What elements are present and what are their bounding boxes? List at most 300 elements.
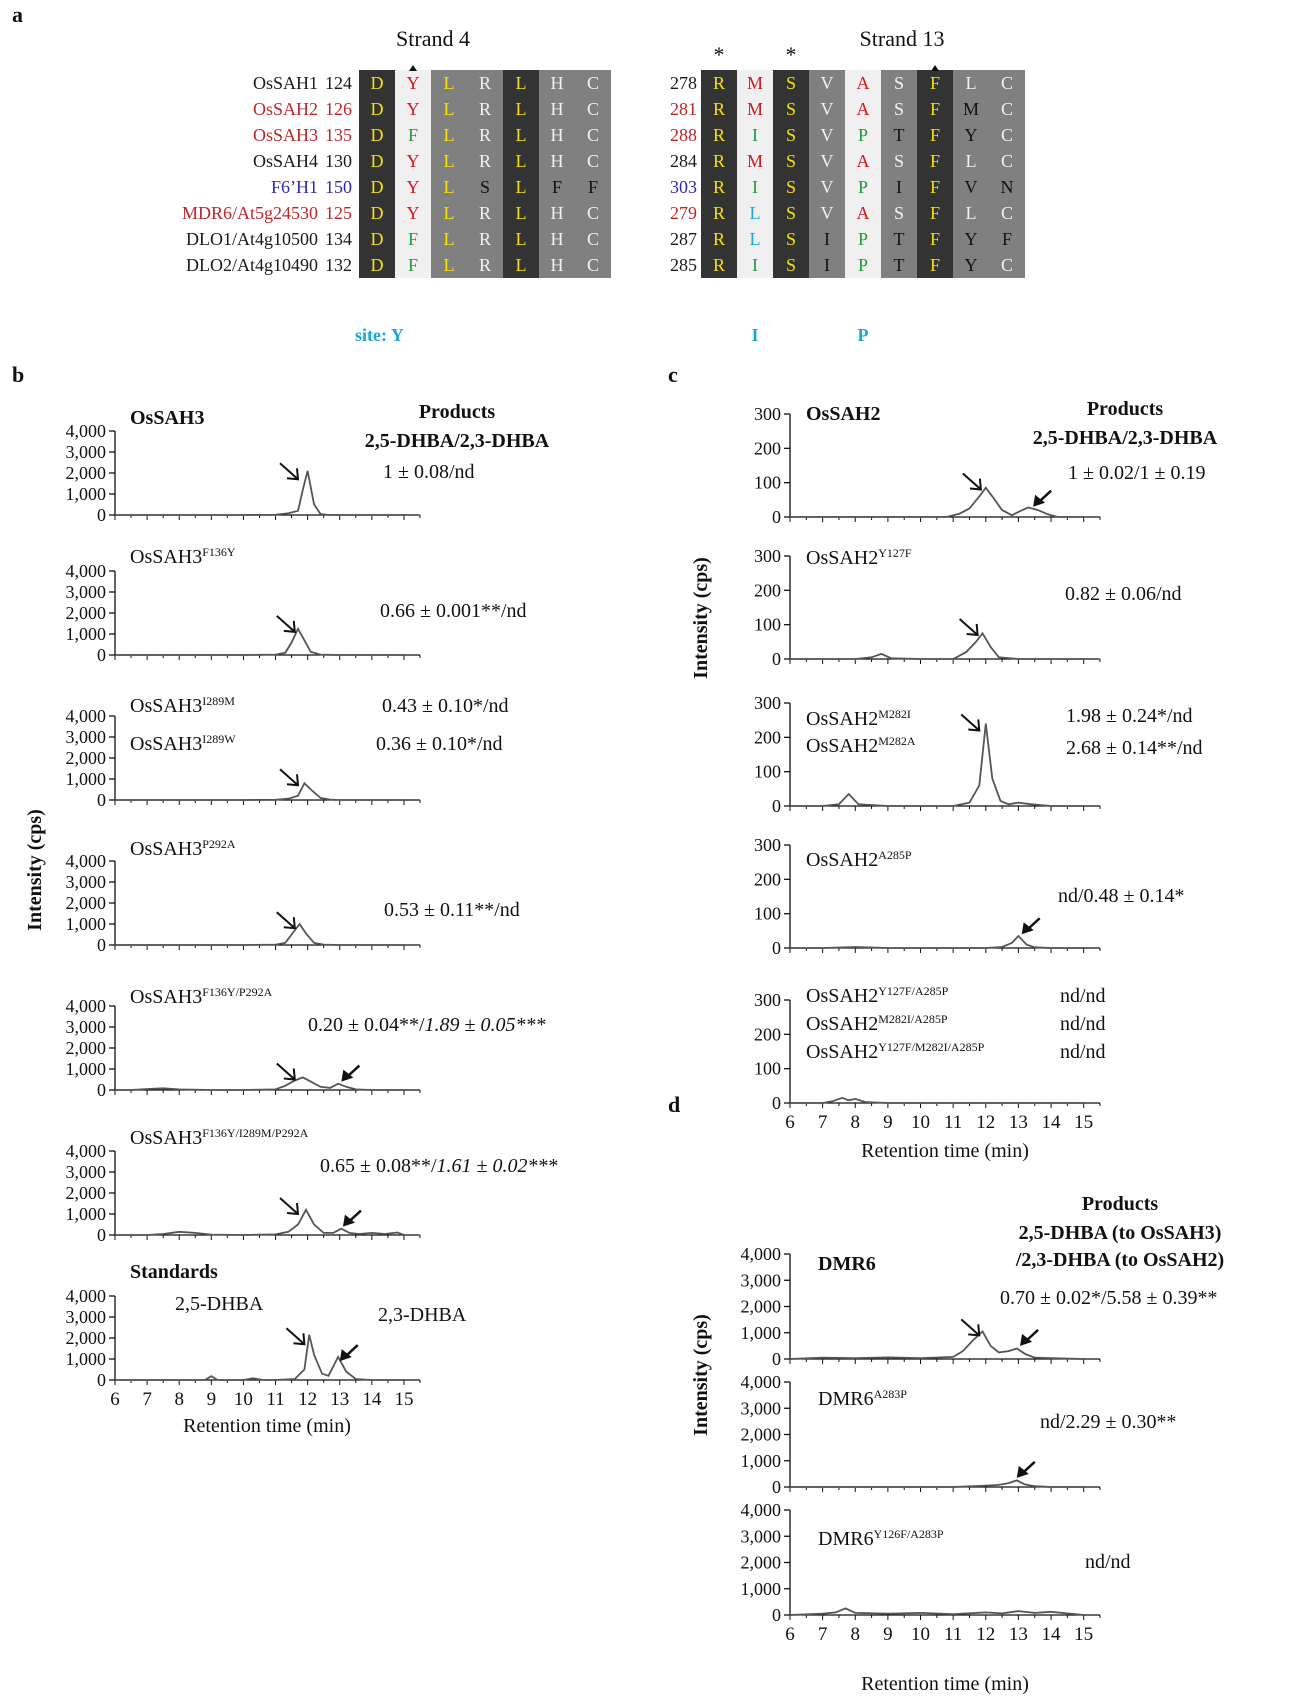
- residue: R: [712, 151, 726, 171]
- chromatogram-trace: [790, 1480, 1084, 1487]
- sequence-start: 134: [325, 229, 352, 249]
- y-tick-label: 200: [754, 580, 781, 601]
- y-tick-label: 0: [772, 938, 781, 958]
- sample-label: $OsSAH3^{I289W}$: [130, 732, 236, 755]
- residue: F: [929, 99, 941, 119]
- residue: C: [1000, 151, 1014, 171]
- y-tick-label: 2,000: [65, 1328, 106, 1348]
- residue: R: [478, 203, 492, 223]
- residue: F: [551, 177, 563, 197]
- y-tick-label: 0: [772, 796, 781, 816]
- y-tick-label: 3,000: [740, 1526, 781, 1547]
- y-axis-title: Intensity (cps): [24, 809, 46, 931]
- residue: A: [856, 151, 870, 171]
- y-axis-title: Intensity (cps): [690, 1314, 712, 1436]
- sample-label: $OsSAH2^{M282I}$: [806, 707, 911, 730]
- residue: Y: [406, 151, 420, 171]
- x-tick-label: 11: [944, 1112, 963, 1133]
- residue: L: [515, 99, 527, 119]
- residue: L: [515, 73, 527, 93]
- x-tick-label: 12: [976, 1624, 996, 1645]
- residue: I: [752, 255, 758, 275]
- chromatogram-trace: [115, 471, 404, 515]
- residue: T: [893, 255, 905, 275]
- residue: T: [893, 125, 905, 145]
- residue: C: [1000, 125, 1014, 145]
- residue: F: [407, 255, 419, 275]
- residue: D: [370, 229, 384, 249]
- open-arrow: [277, 912, 295, 928]
- residue: S: [785, 151, 797, 171]
- sequence-start: 278: [670, 73, 697, 93]
- sample-label: DMR6: [818, 1253, 876, 1275]
- y-tick-label: 200: [754, 1024, 781, 1045]
- y-tick-label: 2,000: [65, 893, 106, 913]
- sample-label: $OsSAH3^{F136Y/I289M/P292A}$: [130, 1126, 309, 1149]
- y-tick-label: 200: [754, 869, 781, 890]
- site-label: P: [857, 325, 869, 345]
- residue: L: [515, 229, 527, 249]
- residue: C: [1000, 99, 1014, 119]
- y-tick-label: 1,000: [65, 1349, 106, 1369]
- chromatogram-trace: [115, 783, 404, 800]
- residue: Y: [964, 255, 978, 275]
- y-tick-label: 0: [97, 1225, 106, 1245]
- residue: A: [856, 73, 870, 93]
- value-text: 0.53 ± 0.11**/nd: [384, 899, 520, 921]
- y-tick-label: 3,000: [65, 442, 106, 462]
- residue: L: [443, 255, 455, 275]
- y-tick-label: 4,000: [740, 1500, 781, 1520]
- x-tick-label: 8: [850, 1624, 861, 1645]
- y-tick-label: 100: [754, 903, 781, 924]
- sequence-start: 284: [670, 151, 697, 171]
- sample-label: $OsSAH2^{M282I/A285P}$: [806, 1012, 948, 1035]
- y-tick-label: 1,000: [65, 914, 106, 934]
- residue: Y: [406, 73, 420, 93]
- residue: L: [515, 125, 527, 145]
- residue: L: [443, 73, 455, 93]
- sequence-start: 303: [670, 177, 697, 197]
- y-tick-label: 200: [754, 438, 781, 459]
- residue: D: [370, 255, 384, 275]
- residue: H: [550, 229, 564, 249]
- panel-label-d: d: [668, 1092, 681, 1117]
- y-tick-label: 300: [754, 990, 781, 1010]
- residue: S: [893, 151, 905, 171]
- y-tick-label: 300: [754, 693, 781, 713]
- residue: L: [443, 177, 455, 197]
- value-text: nd/nd: [1060, 1041, 1106, 1063]
- x-tick-label: 14: [362, 1389, 382, 1410]
- residue: L: [965, 151, 977, 171]
- value-text: 0.70 ± 0.02*/5.58 ± 0.39**: [1000, 1287, 1218, 1309]
- residue: H: [550, 255, 564, 275]
- value-text: nd/nd: [1085, 1551, 1131, 1573]
- y-tick-label: 300: [754, 404, 781, 424]
- sequence-start: 150: [325, 177, 352, 197]
- strand13-title: Strand 13: [859, 26, 945, 51]
- y-tick-label: 1,000: [740, 1450, 781, 1471]
- y-tick-label: 3,000: [65, 1307, 106, 1327]
- chromatogram-trace: [790, 1098, 1084, 1103]
- y-tick-label: 3,000: [65, 727, 106, 747]
- residue: L: [515, 177, 527, 197]
- value-text: 0.82 ± 0.06/nd: [1065, 583, 1182, 605]
- sequence-start: 281: [670, 99, 697, 119]
- y-tick-label: 4,000: [65, 996, 106, 1016]
- residue: R: [712, 125, 726, 145]
- residue: D: [370, 73, 384, 93]
- residue: C: [586, 229, 600, 249]
- y-tick-label: 2,000: [65, 1038, 106, 1058]
- residue: V: [964, 177, 978, 197]
- residue: F: [929, 73, 941, 93]
- x-tick-label: 8: [174, 1389, 184, 1410]
- y-tick-label: 1,000: [65, 484, 106, 504]
- y-tick-label: 3,000: [65, 1017, 106, 1037]
- residue: C: [586, 73, 600, 93]
- x-tick-label: 7: [817, 1112, 828, 1133]
- y-tick-label: 1,000: [65, 1059, 106, 1079]
- residue: F: [929, 177, 941, 197]
- residue: C: [586, 99, 600, 119]
- residue: D: [370, 125, 384, 145]
- open-arrow: [280, 463, 298, 479]
- residue: H: [550, 203, 564, 223]
- residue: I: [824, 229, 830, 249]
- x-tick-label: 6: [785, 1624, 795, 1645]
- residue: C: [1000, 73, 1014, 93]
- value-text: 2.68 ± 0.14**/nd: [1066, 737, 1203, 759]
- x-axis-title: Retention time (min): [861, 1140, 1029, 1162]
- sequence-start: 279: [670, 203, 697, 223]
- residue: F: [1001, 229, 1013, 249]
- sequence-start: 288: [670, 125, 697, 145]
- open-arrow: [280, 769, 298, 785]
- x-axis-title: Retention time (min): [183, 1415, 351, 1437]
- residue: R: [478, 229, 492, 249]
- panel-label-c: c: [668, 362, 678, 387]
- products-title: Products: [1081, 1193, 1159, 1215]
- y-tick-label: 2,000: [65, 1183, 106, 1203]
- y-tick-label: 0: [772, 1093, 781, 1113]
- residue: V: [820, 151, 834, 171]
- residue: I: [752, 125, 758, 145]
- residue: T: [893, 229, 905, 249]
- residue: S: [785, 99, 797, 119]
- residue: Y: [964, 229, 978, 249]
- sequence-start: 285: [670, 255, 697, 275]
- chromatogram-trace: [115, 1335, 404, 1380]
- residue: N: [1000, 177, 1014, 197]
- y-tick-label: 4,000: [740, 1244, 781, 1264]
- residue: H: [550, 151, 564, 171]
- residue: H: [550, 125, 564, 145]
- y-tick-label: 100: [754, 1058, 781, 1079]
- residue: R: [478, 99, 492, 119]
- asterisk-marker: *: [785, 42, 797, 67]
- residue: P: [857, 229, 869, 249]
- y-tick-label: 3,000: [65, 1162, 106, 1182]
- residue: Y: [406, 99, 420, 119]
- residue: A: [856, 203, 870, 223]
- sequence-name: OsSAH2: [252, 99, 318, 119]
- sequence-name: OsSAH4: [252, 151, 318, 171]
- sequence-start: 132: [325, 255, 352, 275]
- residue: F: [407, 229, 419, 249]
- y-tick-label: 2,000: [740, 1424, 781, 1445]
- residue: L: [515, 151, 527, 171]
- residue: V: [820, 99, 834, 119]
- x-tick-label: 15: [1074, 1624, 1094, 1645]
- open-arrow: [961, 714, 979, 730]
- y-tick-label: 200: [754, 727, 781, 748]
- sequence-start: 126: [325, 99, 352, 119]
- sample-label: $DMR6^{Y126F/A283P}$: [818, 1527, 944, 1550]
- chromatogram-b-3: [66, 706, 421, 810]
- y-tick-label: 4,000: [65, 706, 106, 726]
- sequence-name: F6’H1: [270, 177, 318, 197]
- x-tick-label: 6: [110, 1389, 120, 1410]
- sequence-name: DLO1/At4g10500: [186, 229, 318, 249]
- x-tick-label: 9: [883, 1112, 893, 1133]
- sample-label: $OsSAH2^{Y127F}$: [806, 546, 912, 569]
- panel-label-b: b: [12, 362, 25, 387]
- residue: S: [893, 73, 905, 93]
- sequence-name: MDR6/At5g24530: [181, 203, 318, 223]
- y-tick-label: 0: [772, 1605, 781, 1625]
- residue: C: [1000, 203, 1014, 223]
- residue: S: [893, 203, 905, 223]
- value-text: 0.43 ± 0.10*/nd: [382, 695, 509, 717]
- x-tick-label: 13: [1008, 1624, 1028, 1645]
- sample-label: $DMR6^{A283P}$: [818, 1387, 907, 1410]
- residue: M: [746, 73, 764, 93]
- residue: V: [820, 73, 834, 93]
- x-tick-label: 12: [976, 1112, 996, 1133]
- sequence-start: 135: [325, 125, 352, 145]
- residue: L: [749, 203, 761, 223]
- residue: Y: [406, 203, 420, 223]
- sample-label: $OsSAH3^{I289M}$: [130, 694, 235, 717]
- open-arrow: [277, 616, 295, 632]
- open-arrow: [961, 1319, 979, 1335]
- y-tick-label: 0: [97, 645, 106, 665]
- triangle-marker: [931, 65, 939, 71]
- y-tick-label: 3,000: [65, 872, 106, 892]
- y-tick-label: 1,000: [740, 1322, 781, 1343]
- sample-label: $OsSAH2^{Y127F/A285P}$: [806, 984, 949, 1007]
- residue: C: [586, 125, 600, 145]
- asterisk-marker: *: [713, 42, 725, 67]
- residue: F: [587, 177, 599, 197]
- residue: M: [746, 99, 764, 119]
- chromatogram-trace: [115, 1210, 404, 1235]
- y-tick-label: 0: [772, 649, 781, 669]
- chromatogram-b-2: [66, 561, 421, 665]
- residue: S: [785, 73, 797, 93]
- y-tick-label: 0: [97, 1370, 106, 1390]
- value-text: 0.20 ± 0.04**/1.89 ± 0.05***: [308, 1014, 546, 1036]
- y-tick-label: 4,000: [65, 851, 106, 871]
- triangle-marker: [409, 65, 417, 71]
- residue: L: [965, 203, 977, 223]
- residue: S: [785, 229, 797, 249]
- chromatogram-trace: [790, 633, 1084, 659]
- y-tick-label: 1,000: [65, 624, 106, 644]
- x-tick-label: 13: [330, 1389, 350, 1410]
- open-arrow: [280, 1198, 298, 1214]
- sample-label: $OsSAH2^{M282A}$: [806, 734, 916, 757]
- x-tick-label: 8: [850, 1112, 861, 1133]
- y-tick-label: 1,000: [65, 1204, 106, 1224]
- products-subtitle: 2,5-DHBA/2,3-DHBA: [1032, 427, 1218, 449]
- products-subtitle: 2,5-DHBA/2,3-DHBA: [364, 430, 550, 452]
- open-arrow: [286, 1328, 304, 1344]
- residue: Y: [406, 177, 420, 197]
- y-tick-label: 1,000: [65, 769, 106, 789]
- value-text: 1 ± 0.08/nd: [383, 461, 475, 483]
- y-tick-label: 2,000: [740, 1296, 781, 1317]
- x-tick-label: 15: [1074, 1112, 1094, 1133]
- y-tick-label: 3,000: [740, 1270, 781, 1291]
- y-tick-label: 2,000: [65, 463, 106, 483]
- residue: L: [515, 255, 527, 275]
- chromatogram-trace: [115, 1077, 404, 1090]
- residue: S: [893, 99, 905, 119]
- sequence-start: 125: [325, 203, 352, 223]
- sample-label: OsSAH2: [806, 403, 881, 425]
- residue: L: [443, 99, 455, 119]
- peak-label: 2,5-DHBA: [175, 1293, 264, 1315]
- y-tick-label: 3,000: [65, 582, 106, 602]
- sequence-name: DLO2/At4g10490: [186, 255, 318, 275]
- residue: D: [370, 177, 384, 197]
- x-tick-label: 11: [266, 1389, 285, 1410]
- residue: R: [712, 203, 726, 223]
- sample-label: $OsSAH3^{F136Y/P292A}$: [130, 985, 273, 1008]
- value-text: 1.98 ± 0.24*/nd: [1066, 705, 1193, 727]
- y-tick-label: 0: [97, 790, 106, 810]
- site-label: I: [751, 325, 759, 345]
- residue: I: [752, 177, 758, 197]
- residue: S: [785, 125, 797, 145]
- residue: D: [370, 203, 384, 223]
- residue: C: [586, 151, 600, 171]
- residue: F: [929, 203, 941, 223]
- residue: Y: [964, 125, 978, 145]
- sequence-name: OsSAH1: [252, 73, 318, 93]
- residue: V: [820, 177, 834, 197]
- residue: V: [820, 125, 834, 145]
- x-tick-label: 13: [1008, 1112, 1028, 1133]
- site-label: site: Y: [355, 325, 404, 345]
- strand4-title: Strand 4: [396, 26, 470, 51]
- residue: S: [785, 255, 797, 275]
- chromatogram-b-4: [66, 851, 421, 955]
- residue: R: [478, 255, 492, 275]
- open-arrow: [963, 474, 981, 490]
- residue: F: [929, 229, 941, 249]
- residue: F: [929, 125, 941, 145]
- y-tick-label: 100: [754, 761, 781, 782]
- x-tick-label: 6: [785, 1112, 795, 1133]
- residue: L: [749, 229, 761, 249]
- alignment-panel: [182, 26, 1025, 345]
- value-text: nd/0.48 ± 0.14*: [1058, 885, 1185, 907]
- y-tick-label: 0: [97, 935, 106, 955]
- residue: C: [1000, 255, 1014, 275]
- x-tick-label: 9: [883, 1624, 893, 1645]
- y-tick-label: 300: [754, 835, 781, 855]
- sample-label: OsSAH3: [130, 407, 205, 429]
- x-tick-label: 9: [206, 1389, 217, 1410]
- x-tick-label: 10: [911, 1112, 931, 1133]
- sample-label: Standards: [130, 1261, 218, 1283]
- residue: S: [785, 203, 797, 223]
- y-tick-label: 2,000: [65, 748, 106, 768]
- residue: V: [820, 203, 834, 223]
- chromatogram-d-15: [741, 1500, 1101, 1625]
- y-tick-label: 1,000: [740, 1578, 781, 1599]
- y-tick-label: 4,000: [65, 1286, 106, 1306]
- y-tick-label: 0: [772, 507, 781, 527]
- y-tick-label: 0: [772, 1349, 781, 1369]
- residue: I: [824, 255, 830, 275]
- y-axis-title: Intensity (cps): [690, 557, 712, 679]
- residue: A: [856, 99, 870, 119]
- residue: P: [857, 177, 869, 197]
- y-tick-label: 4,000: [65, 421, 106, 441]
- residue: R: [712, 99, 726, 119]
- residue: L: [443, 229, 455, 249]
- residue: D: [370, 151, 384, 171]
- chromatogram-trace: [115, 924, 404, 945]
- residue: F: [929, 151, 941, 171]
- open-arrow: [960, 619, 978, 635]
- value-text: 0.65 ± 0.08**/1.61 ± 0.02***: [320, 1155, 558, 1177]
- y-tick-label: 2,000: [65, 603, 106, 623]
- y-tick-label: 0: [97, 1080, 106, 1100]
- residue: M: [746, 151, 764, 171]
- x-tick-label: 10: [911, 1624, 931, 1645]
- x-tick-label: 11: [944, 1624, 963, 1645]
- residue: M: [962, 99, 980, 119]
- residue: C: [586, 255, 600, 275]
- x-tick-label: 14: [1041, 1624, 1061, 1645]
- residue: R: [478, 151, 492, 171]
- residue: I: [896, 177, 902, 197]
- residue: F: [929, 255, 941, 275]
- residue: S: [785, 177, 797, 197]
- value-text: 0.66 ± 0.001**/nd: [380, 600, 527, 622]
- residue: R: [712, 73, 726, 93]
- x-tick-label: 7: [817, 1624, 828, 1645]
- residue: F: [407, 125, 419, 145]
- y-tick-label: 4,000: [65, 1141, 106, 1161]
- x-tick-label: 15: [394, 1389, 414, 1410]
- value-text: nd/nd: [1060, 985, 1106, 1007]
- residue: L: [443, 151, 455, 171]
- products-subtitle: /2,3-DHBA (to OsSAH2): [1015, 1249, 1225, 1271]
- value-text: 1 ± 0.02/1 ± 0.19: [1068, 462, 1206, 484]
- y-tick-label: 4,000: [740, 1372, 781, 1392]
- y-tick-label: 4,000: [65, 561, 106, 581]
- sample-label: $OsSAH3^{P292A}$: [130, 837, 236, 860]
- chromatogram-trace: [790, 1608, 1084, 1615]
- residue: R: [478, 125, 492, 145]
